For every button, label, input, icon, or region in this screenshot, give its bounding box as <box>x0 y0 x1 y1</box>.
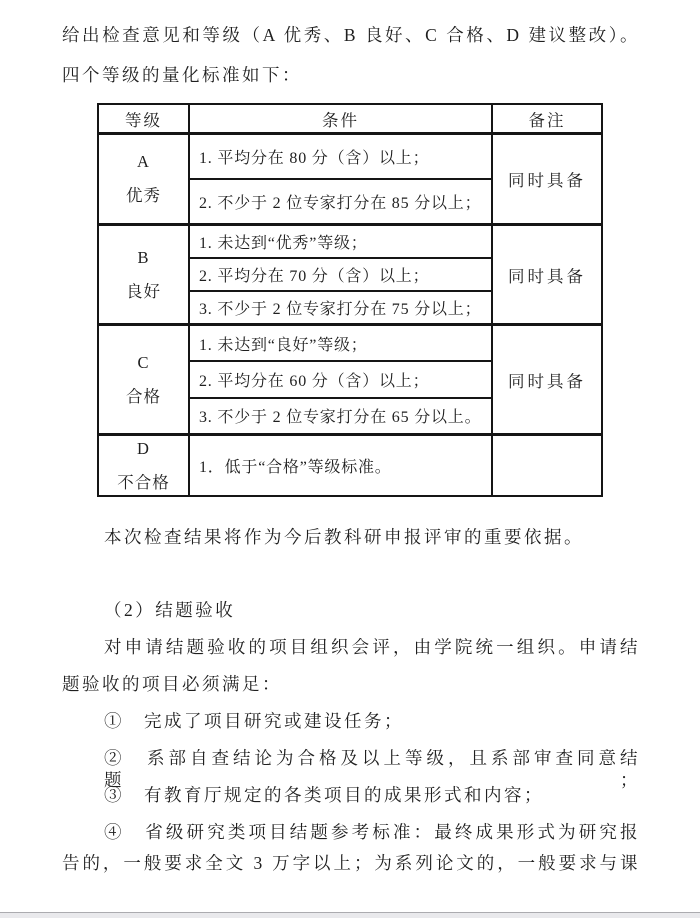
table-header-grade: 等级 <box>99 105 190 132</box>
remark-b: 同时具备 <box>508 266 586 286</box>
conditions-d <box>190 436 493 495</box>
page-bottom-edge <box>0 912 700 918</box>
grade-letter-c: C <box>137 352 150 372</box>
list-item-3: ③ 有教育厅规定的各类项目的成果形式和内容； <box>104 785 544 805</box>
section2-title: （2）结题验收 <box>104 600 236 620</box>
section2-para-line-2: 题验收的项目必须满足： <box>62 674 282 694</box>
grade-name-a: 优秀 <box>126 186 161 205</box>
condition-b-2: 2. 平均分在 70 分（含）以上； <box>190 257 491 290</box>
grade-cell-d <box>99 436 190 495</box>
intro-line-2: 四个等级的量化标准如下： <box>62 65 302 85</box>
condition-a-2: 2. 不少于 2 位专家打分在 85 分以上； <box>190 178 491 223</box>
list-item-4-line-1: ④ 省级研究类项目结题参考标准：最终成果形式为研究报 <box>104 822 640 842</box>
grade-name-d: 不合格 <box>117 472 170 492</box>
remark-c: 同时具备 <box>508 371 586 391</box>
grading-table <box>97 103 603 497</box>
condition-c-2: 2. 平均分在 60 分（含）以上； <box>190 360 491 396</box>
table-header-condition: 条件 <box>190 105 493 132</box>
condition-c-1: 1. 未达到“良好”等级； <box>199 336 368 354</box>
list-item-2: ② 系部自查结论为合格及以上等级，且系部审查同意结题； <box>104 748 640 790</box>
intro-line-1: 给出检查意见和等级（A 优秀、B 良好、C 合格、D 建议整改）。 <box>62 25 640 45</box>
grade-cell-c <box>99 326 190 433</box>
table-row-grade-b <box>99 223 601 323</box>
conditions-b <box>190 226 493 323</box>
condition-b-3: 3. 不少于 2 位专家打分在 75 分以上； <box>190 290 491 323</box>
grade-cell-b <box>99 226 190 323</box>
list-item-4-line-2: 告的，一般要求全文 3 万字以上；为系列论文的，一般要求与课 <box>62 853 640 873</box>
condition-a-1: 1. 平均分在 80 分（含）以上； <box>199 150 430 167</box>
grade-letter-d: D <box>137 438 150 458</box>
grade-letter-b: B <box>137 247 150 267</box>
table-header-row <box>99 105 601 135</box>
grade-letter-a: A <box>137 152 150 171</box>
grade-name-c: 合格 <box>126 386 161 406</box>
after-table-note: 本次检查结果将作为今后教科研申报评审的重要依据。 <box>104 527 584 547</box>
table-row-grade-c <box>99 323 601 433</box>
table-header-remark: 备注 <box>528 110 566 130</box>
condition-b-1: 1. 未达到“优秀”等级； <box>199 235 368 252</box>
list-item-1: ① 完成了项目研究或建设任务； <box>104 711 404 731</box>
grade-name-b: 良好 <box>126 281 161 301</box>
conditions-c <box>190 326 493 433</box>
remark-a: 同时具备 <box>508 171 586 190</box>
table-row-grade-d <box>99 433 601 495</box>
condition-c-3: 3. 不少于 2 位专家打分在 65 分以上。 <box>190 397 491 433</box>
table-row-grade-a <box>99 135 601 223</box>
remark-d <box>493 436 601 495</box>
grade-cell-a <box>99 135 190 223</box>
condition-d-1: 1．低于“合格”等级标准。 <box>199 459 392 476</box>
conditions-a <box>190 135 493 223</box>
section2-para-line-1: 对申请结题验收的项目组织会评，由学院统一组织。申请结 <box>104 637 640 657</box>
